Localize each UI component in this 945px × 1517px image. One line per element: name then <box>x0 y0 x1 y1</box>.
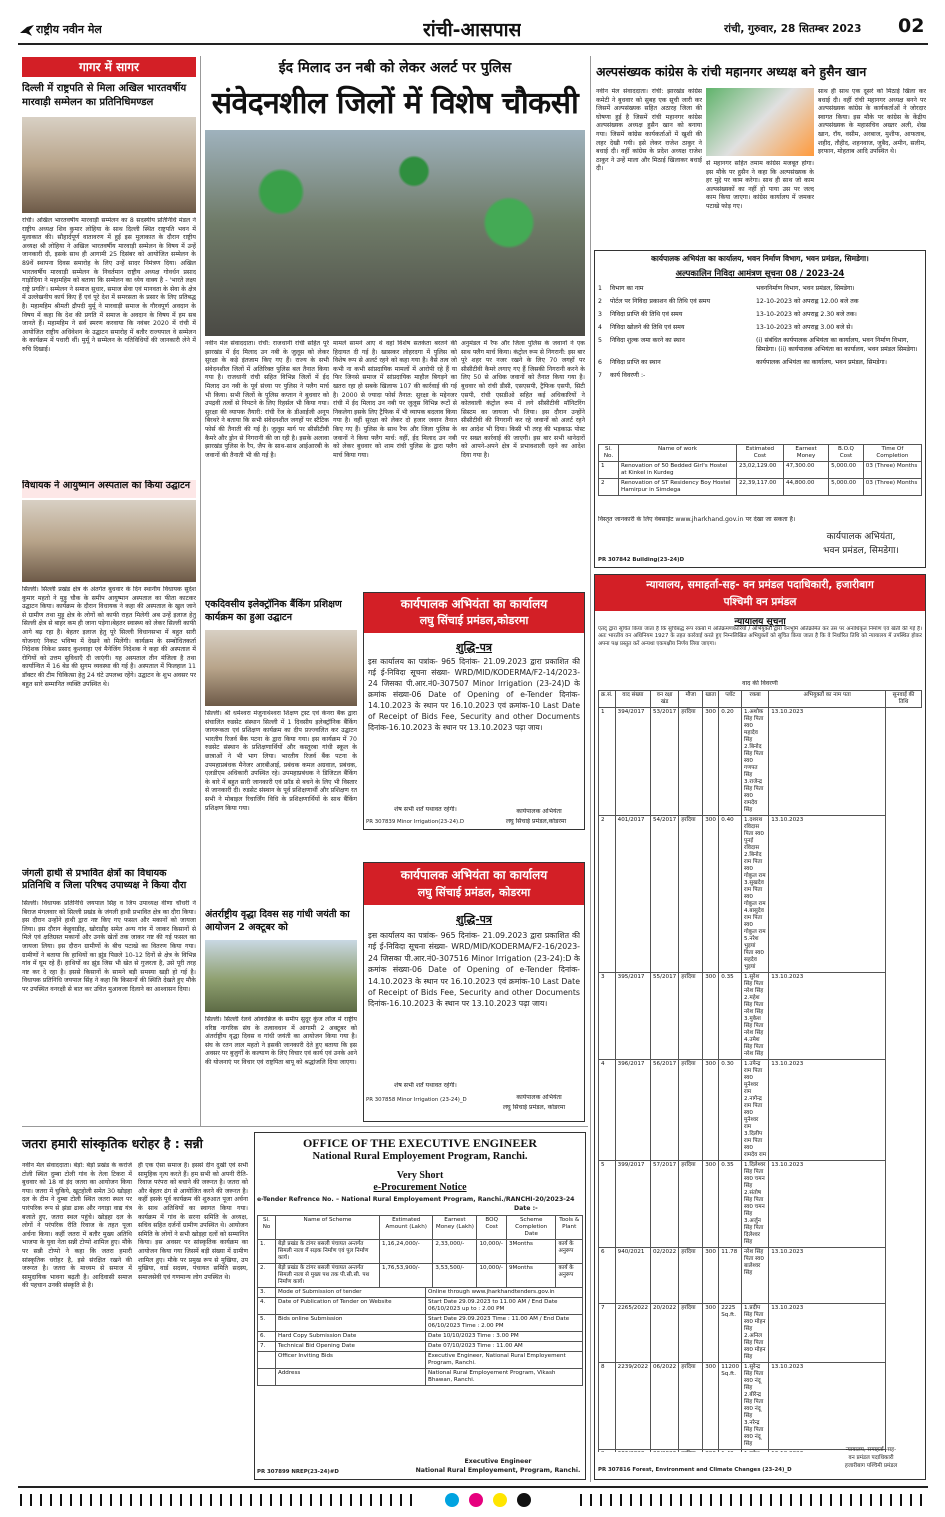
lead-photo <box>205 130 585 336</box>
table-row <box>599 1363 922 1450</box>
simdega-row <box>598 310 922 319</box>
nrep-cell: 3,53,500/- <box>433 1264 477 1288</box>
masthead-dateline: रांची, गुरुवार, 28 सितम्बर 2023 <box>724 23 862 35</box>
nrep-sub1: Very Short <box>396 1170 444 1181</box>
col1-story2-body: सिल्ली। सिल्ली प्रखंड क्षेत्र के अंतर्गत बुधवार के दिन स्थानीय विधायक सुदेश कुमार महतो ने मुड़ू चौक के समीप आयुष्मान अस्पताल का फीता काटकर उद्घाटन किया। कार्यक्रम के दौरान विधायक ने कहा की अस्पताल के खुल जाने से ग्रामीण तथा मुड़ू क्षेत्र के लोगों को काफी राहत मिलेगी अब उन्हें इलाज हेतु सिल्ली क्षेत्र से बाहर कम ही जाना पड़ेगा।बेहतर स्वास्थ्य को लेकर सिल्ली काफी आगे बढ़ रहा है। बेहतर इलाज हेतु पूरे सिल्ली विधानसभा में बहुत सारी योजनाएं निकट भविष्य में देखने को मिलेंगी। कार्यक्रम के सम्बोधितकर्ता निदेशक निकेश प्रसाद कुशवाहा एवं मैनेजिंग निदेशक ने कहा की अस्पताल में रोगियों को उत्तम सुविधाएँ दी जाएंगी। यह अस्पताल तीन मंजिला है तथा कार्यान्वित में 16 बेड की सुगम व्यवस्था की गई है। अस्पताल में फिलहाल 11 डॉक्टर की टीम चिकित्सा हेतु 24 घंटे उपलब्ध रहेंगे। उद्घाटन के शुभ अवसर पर बहुत सारे सम्मानित व्यक्ति उपस्थित थे। <box>22 586 196 688</box>
forest-cell: 1.दशरथ रविदास पिता स्व0 पुनई रविदास 2.बिनोद राम पिता स्व0 गोकुल राम 3.सुखदेव राम पिता स्व0 गोकुल राम 4.बासुदेव राम पिता स्व0 गोकुल राम 5.नरेश भुइयां पिता स्व0 सहदेव भुइयां <box>742 816 769 973</box>
forest-th: प्लॉट <box>719 691 742 708</box>
simdega-row-v: (i) संबंधित कार्यपालक अभियंता का कार्यालय, भवन निर्माण विभाग, सिमडेगा। (ii) कार्यपालक अभियंता का कार्यालय, भवन प्रमंडल सिमडेगा। <box>756 337 918 353</box>
simdega-cell: 44,800.00 <box>783 479 828 496</box>
forest-cell: 13.10.2023 <box>769 973 886 1060</box>
forest-cell: 0.40 <box>719 816 742 973</box>
col1-story3-body: सिल्ली। विधायक प्रतिनिधि जयपाल सिंह व जिप उपाध्यक्ष वीणा चौधरी ने बिराज मंगलवार को सिल्ली प्रखंड के जंगली हाथी प्रभावित क्षेत्र का दौरा किया। इस दौरान उन्होंने हाथी द्वारा नष्ट किए गए फसल और मकानों को जायजा लिया। इस दौरान केहुवाडीह, खोराडीह समेत अन्य गांव में जाकर किसानों से मिले एवं क्षतिग्रस्त मकानों और उनके खेतों तक जाकर नष्ट की गई फसल का जायजा लिया। इस दौरान ग्रामीणों के बीच पटाखे का वितरण किया गया। ग्रामीणों ने बताया कि हाथियों का झुंड पिछले 10-12 दिनों से क्षेत्र के विभिन्न गांव में घूम रहे हैं। हाथियों का झुंड जिस भी खेत से गुजरता है, उसे पूरी तरह नष्ट कर दे रहा है। इससे किसानों के सामने बड़ी समस्या खड़ी हो गई है। विधायक प्रतिनिधि जयपाल सिंह ने कहा कि किसानों की स्थिति देखते हुए मौके पर उपस्थित वनरक्षी से बात कर उचित मुआवजा दिलाने का आश्वासन दिया। <box>22 900 196 993</box>
koderma-notice-1-dept: लघु सिंचाई प्रमंडल,कोडरमा <box>419 614 529 627</box>
nrep-cell <box>258 1369 276 1386</box>
table-row <box>599 479 922 496</box>
forest-cell: 7 <box>599 1304 616 1363</box>
forest-cell: 11.78 <box>719 1248 742 1304</box>
forest-cell: हरदिया <box>679 1304 703 1363</box>
table-row <box>599 816 922 973</box>
elders-title: अंतर्राष्ट्रीय वृद्धा दिवस सह गांधी जयंती का आयोजन 2 अक्टूबर को <box>205 909 350 933</box>
jatra-body-col-b: ही एक ऐसा समाज है। इससे दीन दुखी एवं सभी सामुहिक नृत्य करते हैं। हम सभी को अपनी रीति-रिवाज परंपरा को बचाने की जरूरत है। जतरा को और बेहतर ढंग से आयोजित करने की जरूरत है। कहीं इसके पूर्व कार्यक्रम की शुरुआत पूजा अर्चना के साथ अतिथियों का स्वागत किया गया। कार्यक्रम में गांव के सरना समिति के अध्यक्ष, सचिव सहित दर्जनों ग्रामीण उपस्थित थे। आयोजन समिति के लोगों ने सभी खोड़हा दलों को सम्मानित किया। इस अवसर पर सांस्कृतिक कार्यक्रम का आयोजन किया गया जिसमें बड़ी संख्या में ग्रामीण शामिल हुए। मौके पर प्रमुख रूप से मुखिया, उप मुखिया, वार्ड सदस्य, पंचायत समिति सदस्य, समाजसेवी एवं गणमान्य लोग उपस्थित थे। <box>138 1162 248 1281</box>
simdega-row-n: 5 <box>598 337 602 344</box>
nrep-cell: 6. <box>258 1332 276 1342</box>
simdega-table <box>598 444 922 496</box>
nrep-th-tools: Tools & Plant <box>556 1216 583 1240</box>
nrep-cell: Officer Inviting Bids <box>276 1352 426 1369</box>
simdega-row-v: 13-10-2023 को अपराह्न 3.00 बजे से। <box>756 324 853 331</box>
nrep-cell: 5. <box>258 1315 276 1332</box>
nrep-cell: Technical Bid Opening Date <box>276 1342 426 1352</box>
forest-cell: हरदिया <box>679 1248 703 1304</box>
forest-pr: PR 307816 Forest, Environment and Climate Changes (23-24)_D <box>598 1467 792 1473</box>
forest-cell: 300 <box>703 1060 719 1161</box>
nrep-info-table <box>257 1287 583 1386</box>
table-row <box>258 1352 583 1369</box>
table-row <box>599 1248 922 1304</box>
nrep-cell: Mode of Submission of tender <box>276 1288 426 1298</box>
nrep-dept: National Rural Employement Program, Ranchi. <box>312 1151 528 1162</box>
simdega-row-v: 12-10-2023 को अपराह्न 12.00 बजे तक <box>756 298 859 305</box>
table-row <box>599 1304 922 1363</box>
nrep-cell: Date 10/10/2023 Time : 3.00 PM <box>426 1332 583 1342</box>
simdega-cell: 03 (Three) Months <box>863 479 921 496</box>
forest-cell: 1.उपेन्द्र राम पिता स्व0 मुनेश्वर राम 2.नागेन्द्र राम पिता स्व0 मुनेश्वर राम 3.दिलीप राम पिता स्व0 रामदेव राम <box>742 1060 769 1161</box>
nrep-cell: 10,000/- <box>477 1264 507 1288</box>
forest-cell: 401/2017 <box>615 816 650 973</box>
nrep-th-estimate: Estimated Amount (Lakh) <box>380 1216 433 1240</box>
section-divider <box>22 1126 588 1127</box>
nrep-cell: Hard Copy Submission Date <box>276 1332 426 1342</box>
forest-cell: 2265/2022 <box>615 1304 650 1363</box>
nrep-cell: Online through www.jharkhandtenders.gov.in <box>426 1288 583 1298</box>
forest-cell: 300 <box>703 1304 719 1363</box>
nrep-cell: कार्य के अनुरूप <box>556 1240 583 1264</box>
crop-marks-left <box>20 1494 420 1506</box>
forest-cell: 1.दिलेश्वर सिंह पिता स्व0 चमन सिंह 2.संतोष सिंह पिता स्व0 चमन सिंह 3.अर्जुन सिंह पिता दिलेश्वर सिंह <box>742 1161 769 1248</box>
lead-kicker: ईद मिलाद उन नबी को लेकर अलर्ट पर पुलिस <box>278 60 512 76</box>
nrep-cell: Bids online Submission <box>276 1315 426 1332</box>
page-number: 02 <box>898 15 925 37</box>
elders-body: सिल्ली। सिल्ली रेलवे ओवरब्रिज के समीप सुदूर कुंज लॉज में राष्ट्रीय वरिष्ठ नागरिक संघ के तत्वावधान में आगामी 2 अक्टूबर को अंतर्राष्ट्रीय वृद्धा दिवस व गांधी जयंती का आयोजन किया गया है। संघ के रतन लाल महतो ने इसकी जानकारी देते हुए बताया कि इस अवसर पर बुजुर्गों के कल्याण के लिए विचार एवं कार्य एवं उनके आने की योजनाएं पर विचार एवं राष्ट्रपिता बापू को श्रद्धांजलि दिया जाएगा। <box>205 1016 357 1066</box>
simdega-th-estimate: Estimated Cost <box>737 445 784 462</box>
simdega-cell: 2 <box>599 479 619 496</box>
table-row <box>258 1315 583 1332</box>
col1-story3-title: जंगली हाथी से प्रभावित क्षेत्रों का विधायक प्रतिनिधि व जिला परिषद उपाध्यक्ष ने किया दौरा <box>22 868 187 891</box>
simdega-row-n: 1 <box>598 285 602 292</box>
forest-cell: 13.10.2023 <box>769 1363 886 1450</box>
simdega-row-n: 6 <box>598 359 602 366</box>
nrep-cell: 3. <box>258 1288 276 1298</box>
simdega-sign1: कार्यपालक अभियंता, <box>826 532 896 542</box>
nrep-th-earnest: Earnest Money (Lakh) <box>433 1216 477 1240</box>
simdega-row-n: 3 <box>598 311 602 318</box>
simdega-row <box>598 371 922 380</box>
forest-cell: 13.10.2023 <box>769 1248 886 1304</box>
simdega-row-v: कार्यपालक अभियंता का कार्यालय, भवन प्रमंडल, सिमडेगा। <box>756 359 888 366</box>
forest-intro: एतद् द्वारा सूचित किया जाता है कि सुचिबद्ध रूप रकबों में अतिक्रमणकारियों / अभियुक्तों द्वारा वनभूमि अतिक्रमित कर उस पर अनाधिकृत निर्माण एवं खेती की गई है। अतः भारतीय वन अधिनियम 1927 के तहत कार्रवाई करते हुए निम्नलिखित अभियुक्तों को सूचित किया जाता है कि वे निर्धारित तिथि को न्यायालय में उपस्थित होकर अपना पक्ष प्रस्तुत करें अन्यथा एकपक्षीय निर्णय लिया जाएगा। <box>598 626 922 647</box>
nrep-table-wrap <box>257 1215 583 1455</box>
nrep-th-completion: Scheme Completion Date <box>506 1216 556 1240</box>
forest-cell: हरदिया <box>679 708 703 816</box>
nrep-th-scheme: Name of Scheme <box>276 1216 380 1240</box>
forest-cell: 11200 Sq.ft. <box>719 1363 742 1450</box>
simdega-table-wrap <box>598 444 922 514</box>
forest-cell: 300 <box>703 1363 719 1450</box>
forest-th: वन रक्षा खंड <box>651 691 679 708</box>
forest-cell: 2225 Sq.ft. <box>719 1304 742 1363</box>
simdega-row <box>598 323 922 332</box>
skill-photo <box>205 630 357 706</box>
nrep-cell: Start Date 29.09.2023 to 11.00 AM / End Date 06/10/2023 up to : 2.00 PM <box>426 1298 583 1315</box>
koderma-notice-1-pr: PR 307839 Minor Irrigation(23-24).D <box>366 819 465 825</box>
nrep-cell: 1,76,53,900/- <box>380 1264 433 1288</box>
koderma-notice-1-sign1: कार्यपालक अभियंता <box>516 808 562 815</box>
simdega-row-n: 4 <box>598 324 602 331</box>
table-row <box>599 973 922 1060</box>
forest-th: अभियुक्तों का नाम पता <box>769 691 886 708</box>
jatra-body-col-a: नवीन मेल संवाददाता। बेड़ो: बेड़ो प्रखंड के करांजे टोली स्थित दुम्बा टोली गांव के तेला टिकरा में बुधवार को 18 वां इंद जतरा का आयोजन किया गया। जतरा में चुकिये, खूटहोली समेत 30 खोड़हा दल के टीम ने दुम्बा टोली स्थित जतरा स्थल पर पारंपरिक रूप से झंडा ढाक और नगाड़ा वाद्य यंत्र बजाते हुए, जतरा स्थल पहुंचे। खोड़हा दल के लोगों ने परंपरिक रीति रिवाज के तहत पूजा अर्चना किया। कहीं जतरा में बतौर मुख्य अतिथि भाजपा के युवा नेता सन्नी टोप्पो शामिल हुए। मौके पर सन्नी टोप्पो ने कहा कि जतरा हमारी सांस्कृतिक धरोहर है, इसे संरक्षित रखने की जरूरत है। जतरा के माध्यम से समाज में सामुदायिक भावना बढ़ती है। आदिवासी समाज की पहचान उनकी संस्कृति से है। <box>22 1162 132 1290</box>
forest-cell: 06/2022 <box>651 1363 679 1450</box>
forest-office: न्यायालय, समाहर्ता-सह- वन प्रमंडल पदाधिकारी, हजारीबाग <box>646 579 874 591</box>
simdega-row-v <box>756 371 922 380</box>
nrep-th-sl: Sl. No <box>258 1216 276 1240</box>
koderma-notice-1-sub: शुद्धि-पत्र <box>455 641 492 654</box>
forest-cell <box>615 1450 650 1453</box>
forest-cell: 1.सुरेन्द्र सिंह पिता स्व0 नंदू सिंह 2.बीरेन्द्र सिंह पिता स्व0 नंदू सिंह 3.नरेन्द्र सिंह पिता स्व0 नंदू सिंह <box>742 1363 769 1450</box>
forest-cell: 300 <box>703 1248 719 1304</box>
simdega-row <box>598 336 922 354</box>
forest-cell <box>651 1450 679 1453</box>
forest-table-wrap <box>598 690 922 1452</box>
forest-cell: 20/2022 <box>651 1304 679 1363</box>
forest-cell: नरेश सिंह पिता स्व0 बालेश्वर सिंह <box>742 1248 769 1304</box>
forest-cell: 13.10.2023 <box>769 1304 886 1363</box>
nrep-cell: 2,33,000/- <box>433 1240 477 1264</box>
forest-cell: 56/2017 <box>651 1060 679 1161</box>
forest-cell: 300 <box>703 1161 719 1248</box>
simdega-row-v: भवननिर्माण विभाग, भवन प्रमंडल, सिमडेगा। <box>756 285 855 292</box>
forest-cell: 02/2022 <box>651 1248 679 1304</box>
nrep-cell: बेड़ो प्रखंड के टांगर बसली पंचायत अन्तर्गत सिमली नाला से मुख्य पथ तक पी.सी.सी. पथ निर्माण कार्य। <box>276 1264 380 1288</box>
forest-cell: 0.35 <box>719 1161 742 1248</box>
forest-cell: 3 <box>599 973 616 1060</box>
forest-cell: 395/2017 <box>615 973 650 1060</box>
lead-body-col-b: मामले सामने आए थे वहां विशेष सतर्कता बरतने की हिदायत दी गई है। खासकर लोहरदगा में पुलिस को विशेष रूप से अलर्ट रहने को कहा गया है। वैसे तत्व जो कभी ना कभी सांप्रदायिक मामलों में आरोपी रहे हैं या फिर जिनसे समाज में सांप्रदायिक माहौल बिगड़ने का खतरा रहा हो सबके खिलाफ 107 की कार्रवाई की गई है। 2000 से ज्यादा फोर्स तैनात: सुरक्षा के मद्देनजर रांची में ईद मिलाद उन नबी पर जुलूस विभिन्न रूटों से निकलेगा इसके लिए ट्रैफिक में भी व्यापक बदलाव किया गया है। वहीं सुरक्षा को लेकर दो हजार जवान तैनात किए गए हैं। पुलिस के साथ रैफ और जिला पुलिस के जवानों ने किया फ्लैग मार्च: वहीं, ईद मिलाद उन नबी को लेकर बुधवार को शाम रांची पुलिस के द्वारा फ्लैग मार्च किया गया। <box>333 340 457 459</box>
col1-story1-photo <box>22 117 196 213</box>
simdega-row-k: निविदा प्राप्ति का स्थान <box>610 359 661 366</box>
forest-cell <box>742 1450 769 1453</box>
nrep-sub2: e-Procurement Notice <box>373 1182 467 1193</box>
forest-cell <box>703 1450 719 1453</box>
simdega-row-n: 7 <box>598 372 602 379</box>
col1-story2-title: विधायक ने आयुष्मान अस्पताल का किया उद्घाटन <box>22 480 196 498</box>
lead-body-col-a: नवीन मेल संवाददाता। रांची: राजधानी रांची सहित पूरे झारखंड में ईद मिलाद उन नबी के जुलूस को लेकर सुरक्षा के कड़े इंतजाम किए गए हैं। राज्य के सभी संवेदनशील जिलों में अतिरिक्त पुलिस बल तैनात किया गया है। राजधानी रांची सहित विभिन्न जिलों में ईद मिलाद उन नबी के पूर्व संध्या पर पुलिस ने फ्लैग मार्च भी किया। सभी जिलों के पुलिस कप्तान ने बुधवार को उपद्रवी तत्वों से निपटने के लिए रिहर्सल भी किया गया। सुरक्षा की व्यापक तैयारी: रांची रेंज के डीआईजी अनूप बिरथरे ने बताया कि सभी संवेदनशील जगहों पर स्टैटिक फोर्स की तैनाती की गई है। जुलूस मार्ग पर सीसीटीवी कैमरे और ड्रोन से निगरानी की जा रही है। इसके अलावा झारखंड पुलिस के रैप, जैप के साथ-साथ आईआरबी के जवानों की तैनाती भी की गई है। <box>205 340 329 459</box>
nrep-cell: 2. <box>258 1264 276 1288</box>
koderma-notice-2-sub: शुद्धि-पत्र <box>455 913 492 926</box>
forest-cell <box>599 1450 616 1453</box>
bird-logo-icon <box>20 22 34 34</box>
simdega-th-work: Name of work <box>619 445 737 462</box>
skill-title: एकदिवसीय इलेक्ट्रॉनिक बैंकिंग प्रशिक्षण कार्यक्रम का हुआ उद्घाटन <box>205 599 342 623</box>
forest-cell: 1.सुरेश सिंह पिता नरेश सिंह 2.महेश सिंह पिता नरेश सिंह 3.मुकेश सिंह पिता नरेश सिंह 4.उमेश सिंह पिता नरेश सिंह <box>742 973 769 1060</box>
forest-cell: 5 <box>599 1161 616 1248</box>
nrep-th-boq: BOQ Cost <box>477 1216 507 1240</box>
simdega-cell: 23,02,129.00 <box>737 462 784 479</box>
nrep-cell <box>258 1352 276 1369</box>
koderma-notice-2-dept: लघु सिंचाई प्रमंडल, कोडरमा <box>417 886 531 899</box>
table-row <box>258 1264 583 1288</box>
table-row <box>599 1161 922 1248</box>
forest-cell: 940/2021 <box>615 1248 650 1304</box>
table-row <box>599 462 922 479</box>
forest-cell: 2 <box>599 816 616 973</box>
simdega-cell: 5,000.00 <box>829 479 864 496</box>
masthead <box>18 14 928 46</box>
nrep-date: Date :- <box>514 1205 538 1212</box>
forest-th: खाता <box>703 691 719 708</box>
simdega-th-sl: Sl. No. <box>599 445 619 462</box>
forest-cell: 54/2017 <box>651 816 679 973</box>
simdega-cell: 1 <box>599 462 619 479</box>
koderma-notice-1-rest: शेष सभी शर्तें यथावत रहेगी। <box>394 806 457 813</box>
cyan-dot-icon <box>445 1493 459 1507</box>
forest-cell: 394/2017 <box>615 708 650 816</box>
nrep-office: OFFICE OF THE EXECUTIVE ENGINEER <box>302 1136 538 1150</box>
simdega-row-n: 2 <box>598 298 602 305</box>
congress-body-col-a: नवीन मेल संवाददाता। रांची: झारखंड कांग्रेस कमेटी ने बुधवार को सुबह एक सूची जारी कर जिसमें अल्पसंख्यक सहित अठारह जिला की घोषणा हुई है जिसमें रांची महानगर कांग्रेस अल्पसंख्यक अध्यक्ष हुसैन खान को बनाया गया। जिसमें कांग्रेस कार्यकर्ताओं में खुशी की लहर देखी गयी। इसे लेकर राजेश ठाकुर ने बधाई दी। वहीं कांग्रेस के प्रदेश अध्यक्ष राजेश ठाकुर ने उन्हें माला और मिठाई खिलाकर बधाई दी। <box>596 88 702 173</box>
nrep-cell: 3Months <box>506 1240 556 1264</box>
magenta-dot-icon <box>469 1493 483 1507</box>
forest-th: मौजा <box>679 691 703 708</box>
simdega-row <box>598 297 922 306</box>
simdega-th-earnest: Earnest Money <box>783 445 828 462</box>
table-row <box>258 1240 583 1264</box>
forest-dept: पश्चिमी वन प्रमंडल <box>723 596 797 608</box>
nrep-table <box>257 1215 583 1288</box>
forest-cell: 6 <box>599 1248 616 1304</box>
nrep-cell: Date of Publication of Tender on Website <box>276 1298 426 1315</box>
koderma-notice-2-pr: PR 307858 Minor Irrigation (23-24)_D <box>366 1097 467 1103</box>
col1-kicker: गागर में सागर <box>22 57 196 77</box>
nrep-pr: PR 307899 NREP(23-24)#D <box>257 1469 339 1475</box>
koderma-notice-1-sign2: लघु सिंचाई प्रमंडल,कोडरमा <box>505 818 567 825</box>
simdega-cell: 47,300.00 <box>783 462 828 479</box>
forest-cell: 396/2017 <box>615 1060 650 1161</box>
simdega-cell: 22,39,117.00 <box>737 479 784 496</box>
nrep-cell: Start Date 29.09.2023 Time : 11.00 AM / End Date 06/10/2023 Time : 2.00 PM <box>426 1315 583 1332</box>
simdega-notice-title: अल्पकालिन निविदा आमंत्रण सूचना 08 / 2023-24 <box>675 268 845 278</box>
forest-th: सुनवाई की तिथि <box>886 691 922 708</box>
nrep-cell: Executive Engineer, National Rural Employement Program, Ranchi. <box>426 1352 583 1369</box>
simdega-row-k: विभाग का नाम <box>610 285 644 292</box>
forest-sign3: हजारीबाग पश्चिमी प्रमंडल <box>844 1463 898 1469</box>
forest-cell: हरदिया <box>679 973 703 1060</box>
simdega-th-time: Time Of Completion <box>863 445 921 462</box>
forest-cell: हरदिया <box>679 816 703 973</box>
table-row <box>258 1342 583 1352</box>
forest-cell <box>679 1450 703 1453</box>
forest-cell: 13.10.2023 <box>769 1060 886 1161</box>
forest-sign2: वन प्रमंडल पदाधिकारी <box>848 1455 894 1461</box>
nrep-cell: 10,000/- <box>477 1240 507 1264</box>
forest-cell: हरदिया <box>679 1060 703 1161</box>
nrep-cell: National Rural Employement Program, Vikash Bhawan, Ranchi. <box>426 1369 583 1386</box>
nrep-cell: 1,16,24,000/- <box>380 1240 433 1264</box>
nrep-sign2: National Rural Employement, Program, Ranchi. <box>415 1467 581 1474</box>
forest-cell: 53/2017 <box>651 708 679 816</box>
forest-cell: 300 <box>703 708 719 816</box>
forest-sub: न्यायालय सूचना <box>734 617 786 627</box>
nrep-cell: कार्य के अनुरूप <box>556 1264 583 1288</box>
forest-cell: 2239/2022 <box>615 1363 650 1450</box>
table-row <box>258 1332 583 1342</box>
forest-cell: 399/2017 <box>615 1161 650 1248</box>
forest-cell: 300 <box>703 816 719 973</box>
forest-th: वाद संख्या <box>615 691 650 708</box>
forest-cell: 55/2017 <box>651 973 679 1060</box>
lead-headline: संवेदनशील जिलों में विशेष चौकसी <box>211 86 579 121</box>
forest-th: क्र.सं. <box>599 691 616 708</box>
simdega-row <box>598 284 922 293</box>
forest-sign1: न्यायालय, समाहर्ता -सह- <box>845 1447 897 1453</box>
simdega-sign2: भवन प्रमंडल, सिमडेगा। <box>823 546 899 556</box>
congress-body-col-c: साथ ही साथ एक दूसरे को मिठाई खिला कर बधाई दी। वहीं रांची महानगर अध्यक्ष बनने पर अल्पसंख्यक कांग्रेस के कार्यकर्ताओं ने जोरदार स्वागत किया। इस मौके पर कांग्रेस के केंद्रीय अल्पसंख्यक के महासचिव अख्तर अली, शेख खान, रॉय, वसीम, अरबाज, मुशीफ, आफताब, शहीद, तौहीद, शहनवाज, जुबैद, अमीन, सलीम, इरफान, मोहताब आदि उपस्थित थे। <box>818 88 926 156</box>
table-row <box>258 1298 583 1315</box>
lead-body-col-c: अनुमंडल में रैफ और जिला पुलिस के जवानों ने एक साथ फ्लैग मार्च किया। कंट्रोल रूम से निगरानी: इस बार पूरे शहर पर नजर रखने के लिए 70 जगहों पर सीसीटीवी कैमरे लगाए गए हैं जिसकी निगरानी करने के लिए 50 से अधिक जवानों को तैनात किया गया है। बुधवार को रांची डीसी, एसएसपी, ट्रैफिक एसपी, सिटी एसपी, रांची एसडीओ सहित कई अधिकारियों ने कोतवाली कंट्रोल रूम में लगे सीसीटीवी मॉनिटरिंग सिस्टम का जायजा भी लिया। इस दौरान उन्होंने सीसीटीवी की निगरानी कर रहे जवानों को अलर्ट रहने का आदेश भी दिया। किसी भी तरह की भड़काऊ पोस्ट पर सख्त कार्रवाई की जाएगी। इस बार सभी थानेदारों को आपने-अपने क्षेत्र में प्रभावशाली रहने का आदेश दिया गया है। <box>461 340 585 459</box>
forest-table <box>598 690 922 1452</box>
col1-story1-title: दिल्ली में राष्ट्रपति से मिला अखिल भारतवर्षीय मारवाड़ी सम्मेलन का प्रतिनिधिमण्डल <box>22 83 187 108</box>
column-divider <box>200 56 201 1126</box>
simdega-row <box>598 358 922 367</box>
simdega-cell: 5,000.00 <box>829 462 864 479</box>
simdega-row-v: 13-10-2023 को अपराह्न 2.30 बजे तक। <box>756 311 857 318</box>
koderma-notice-2-sign2: लघु सिंचाई प्रमंडल, कोडरमा <box>502 1104 566 1111</box>
table-row <box>258 1288 583 1298</box>
simdega-footer: विस्तृत जानकारी के लिए वेबसाईट www.jharkhand.gov.in पर देखा जा सकता है। <box>598 516 796 523</box>
col1-story1-body: रांची। अखिल भारतवर्षीय मारवाड़ी सम्मेलन का 8 सदस्यीय प्रतिनिधि मंडल ने राष्ट्रीय अध्यक्ष शिव कुमार लोहिया के साथ दिल्ली स्थित राष्ट्रपति भवन में मुलाकात की। सौहार्दपूर्ण वातावरण में हुई इस मुलाकात के दौरान राष्ट्रीय अध्यक्ष श्री लोहिया ने अखिल भारतवर्षीय मारवाड़ी सम्मेलन के विषय में उन्हें जानकारी दी, इसके साथ ही आगामी 25 दिसंबर को आयोजित सम्मेलन के 89वें स्थापना दिवस समारोह के लिए उन्हें सादर निमंत्रण दिया। अखिल भारतवर्षीय मारवाड़ी सम्मेलन के निवर्तमान राष्ट्रीय अध्यक्ष गोवर्धन प्रसाद गाड़ोदिया ने महामहिम को बताया कि सम्मेलन का ध्येय वाक्य है - 'भारते लक्ष्य राष्ट्रे प्रगति'। सम्मेलन ने समाज सुधार, समाज सेवा एवं मानवता के सेवा के क्षेत्र में उल्लेखनीय कार्य किए हैं एवं पूरे देश में समरसता के प्रसार के लिए प्रतिबद्ध है। महामहिम श्रीमती द्रौपदी मुर्मू ने मारवाड़ी समाज के गौरवपूर्ण अवदान के विषय में कहा कि देश की प्रगति में समाज के अवदान के विषय में हम सब जानते हैं। महामहिम ने सर्व स्मरण करवाया कि नवंबर 2020 में रांची में आयोजित राष्ट्रीय अधिवेशन के उद्घाटन समारोह में बतौर राज्यपाल वे सम्मेलन के कार्यक्रम में पधारी थीं। मुर्मू ने सम्मेलन के गतिविधियों की जानकारी लेने में रुचि दिखाई। <box>22 217 196 353</box>
forest-cell: 57/2017 <box>651 1161 679 1248</box>
simdega-cell: Renovation of ST Residency Boy Hostel Hamirpur in Simdega <box>619 479 737 496</box>
masthead-section: रांची-आसपास <box>423 19 522 41</box>
forest-cell: 0.35 <box>719 973 742 1060</box>
forest-cell: 4 <box>599 1060 616 1161</box>
nrep-cell: Address <box>276 1369 426 1386</box>
simdega-pr: PR 307842 Building(23-24)D <box>598 557 685 563</box>
simdega-row-k: कार्य विवरणी :- <box>610 372 646 379</box>
nrep-cell: 1. <box>258 1240 276 1264</box>
skill-body: सिल्ली। श्री धर्मेश्वरा मंजुनाथेश्वरा शिक्षण ट्रस्ट एवं केनरा बैंक द्वारा संचालित रुडसेट संस्थान सिल्ली में 1 दिवसीय इलेक्ट्रॉनिक बैंकिंग जागरूकता एवं प्रशिक्षण कार्यक्रम का दीप प्रज्ज्वलित कर उद्घाटन भारतीय रिजर्व बैंक पटना के द्वारा किया गया। इस कार्यक्रम में 70 रुडसेट संस्थान के प्रशिक्षणार्थियों और कस्तूरबा गांधी स्कूल के छात्राओं ने भी भाग लिया। भारतीय रिजर्व बैंक पटना के उपमहाप्रबंधक मैनेजर आरबीआई, प्रबंधक कमल अग्रवाल, प्रबंधक, एलडीएम अधिकारी उपस्थित रहे। उपमहाप्रबंधक ने डिजिटल बैंकिंग के बारे में बहुत सारी जानकारी एवं फ्रॉड से बचने के लिए भी विस्तार से जानकारी दी। रुडसेट संस्थान के पूर्व प्रशिक्षणार्थी और प्रशिक्षण रत सभी ने मोबाइल रिचार्जिंग विधि के प्रशिक्षणार्थियों के साथ बैंकिंग प्रशिक्षण किया गया। <box>205 710 357 812</box>
simdega-th-boq: B.O.Q Cost <box>829 445 864 462</box>
nrep-cell: 7. <box>258 1342 276 1352</box>
column-divider <box>590 56 591 1482</box>
elders-photo <box>205 940 357 1012</box>
nrep-cell: 4. <box>258 1298 276 1315</box>
forest-cell: 13.10.2023 <box>769 816 886 973</box>
forest-cell <box>719 1450 742 1453</box>
forest-list-title: वाद की विवरणी <box>742 680 778 687</box>
nrep-cell: Date 07/10/2023 Time : 11.00 AM <box>426 1342 583 1352</box>
footer-rule <box>18 1486 928 1488</box>
koderma-notice-2-body: इस कार्यालय का पत्रांक- 965 दिनांक- 21.09.2023 द्वारा प्रकाशित की गई ई-निविदा सूचना संख्या- WRD/MID/KODERMA/F2-16/2023-24 जिसका पी.आर.नं0-307516 Minor Irrigation (23-24):D के क्रमांक संख्या-06 Date of Opening of e-Tender दिनांक- 14.10.2023 के स्थान पर 16.10.2023 एवं क्रमांक-10 Last Date of Receipt of Bids Fee, Security and other Documents दिनांक-16.10.2023 के स्थान पर 13.10.2023 पढ़ा जाय। <box>368 931 580 1009</box>
koderma-notice-1-office: कार्यपालक अभियंता का कार्यालय <box>400 597 548 611</box>
forest-cell: 300 <box>703 973 719 1060</box>
forest-cell: हरदिया <box>679 1161 703 1248</box>
congress-title: अल्पसंख्यक कांग्रेस के रांची महानगर अध्यक्ष बने हुसैन खान <box>596 64 867 79</box>
koderma-notice-2-office: कार्यपालक अभियंता का कार्यालय <box>400 868 548 882</box>
yellow-dot-icon <box>493 1493 507 1507</box>
congress-body-col-b: से महानगर सहित तमाम कांग्रेस मजबूत होगा। इस मौके पर हुसैन ने कहा कि अल्पसंख्यक के हर मुद्दे पर काम करेगा। साथ ही साथ जो काम अल्पसंख्यकों का नहीं हो पाया उस पर जल्द काम किया जाएगा। कांग्रेस कार्यालय में जमकर पटाखे फोड़ गए। <box>706 160 814 210</box>
simdega-office: कार्यपालक अभियंता का कार्यालय, भवन निर्माण विभाग, भवन प्रमंडल, सिमडेगा। <box>651 254 869 263</box>
simdega-cell: 03 (Three) Months <box>863 462 921 479</box>
forest-cell: 1.प्रदीप सिंह पिता स्व0 मोहन सिंह 2.अनिल सिंह पिता स्व0 मोहन सिंह <box>742 1304 769 1363</box>
forest-th: रकबा <box>742 691 769 708</box>
nrep-sign1: Executive Engineer <box>464 1458 532 1465</box>
simdega-cell: Renovation of 50 Bedded Girl's Hostel at Kinkel in Kurdeg <box>619 462 737 479</box>
forest-cell: 1.अशोक सिंह पिता स्व0 महादेव सिंह 2.बिनोद सिंह पिता स्व0 गणपत सिंह 3.राजेन्द्र सिंह पिता स्व0 रामदेव सिंह <box>742 708 769 816</box>
simdega-row-k: निविदा खोलने की तिथि एवं समय <box>610 324 685 331</box>
forest-cell: हरदिया <box>679 1363 703 1450</box>
forest-cell: 0.20 <box>719 708 742 816</box>
forest-cell: 1 <box>599 708 616 816</box>
simdega-row-k: पोर्टल पर निविदा प्रकाशन की तिथि एवं समय <box>610 298 711 305</box>
nrep-ref: e-Tender Refrence No. – National Rural Employement Program, Ranchi./RANCHI-20/2023-24 <box>257 1196 575 1203</box>
koderma-notice-2-rest: शेष सभी शर्तें यथावत रहेगी। <box>394 1082 457 1089</box>
forest-cell: 13.10.2023 <box>769 708 886 816</box>
congress-photo <box>706 88 814 156</box>
col1-story2-photo <box>22 500 196 582</box>
black-dot-icon <box>517 1493 531 1507</box>
jatra-title: जतरा हमारी सांस्कृतिक धरोहर है : सन्नी <box>22 1136 203 1151</box>
crop-marks-right <box>580 1494 925 1506</box>
table-row <box>599 1060 922 1161</box>
forest-rows <box>599 708 922 1453</box>
masthead-rule <box>18 43 928 45</box>
forest-cell: 8 <box>599 1363 616 1450</box>
masthead-logo: राष्ट्रीय नवीन मेल <box>36 23 102 36</box>
nrep-cell: 9Months <box>506 1264 556 1288</box>
simdega-rows <box>598 284 922 442</box>
koderma-notice-1-body: इस कार्यालय का पत्रांक- 965 दिनांक- 21.09.2023 द्वारा प्रकाशित की गई ई-निविदा सूचना संख्या- WRD/MID/KODERMA/F2-14/2023-24 जिसका पी.आर.नं0-307507 Minor Irrigation (23-24)D के क्रमांक संख्या-06 Date of Opening of e-Tender दिनांक- 14.10.2023 के स्थान पर 16.10.2023 एवं क्रमांक-10 Last Date of Receipt of Bids Fee, Security and other Documents दिनांक-16.10.2023 के स्थान पर 13.10.2023 पढ़ा जाय। <box>368 657 580 732</box>
simdega-row-k: निविदा शुल्क जमा करने का स्थान <box>610 337 685 344</box>
nrep-cell: बेड़ो प्रखंड के टांगर बसली पंचायत अन्तर्गत सिमली नाला में सड़क निर्माण एवं पुल निर्माण कार्य। <box>276 1240 380 1264</box>
color-registration-strip <box>440 1492 560 1510</box>
koderma-notice-2-sign1: कार्यपालक अभियंता <box>516 1094 562 1101</box>
forest-cell: 13.10.2023 <box>769 1161 886 1248</box>
table-row <box>599 708 922 816</box>
table-row <box>258 1369 583 1386</box>
simdega-row-k: निविदा प्राप्ति की तिथि एवं समय <box>610 311 683 318</box>
forest-cell: 0.30 <box>719 1060 742 1161</box>
